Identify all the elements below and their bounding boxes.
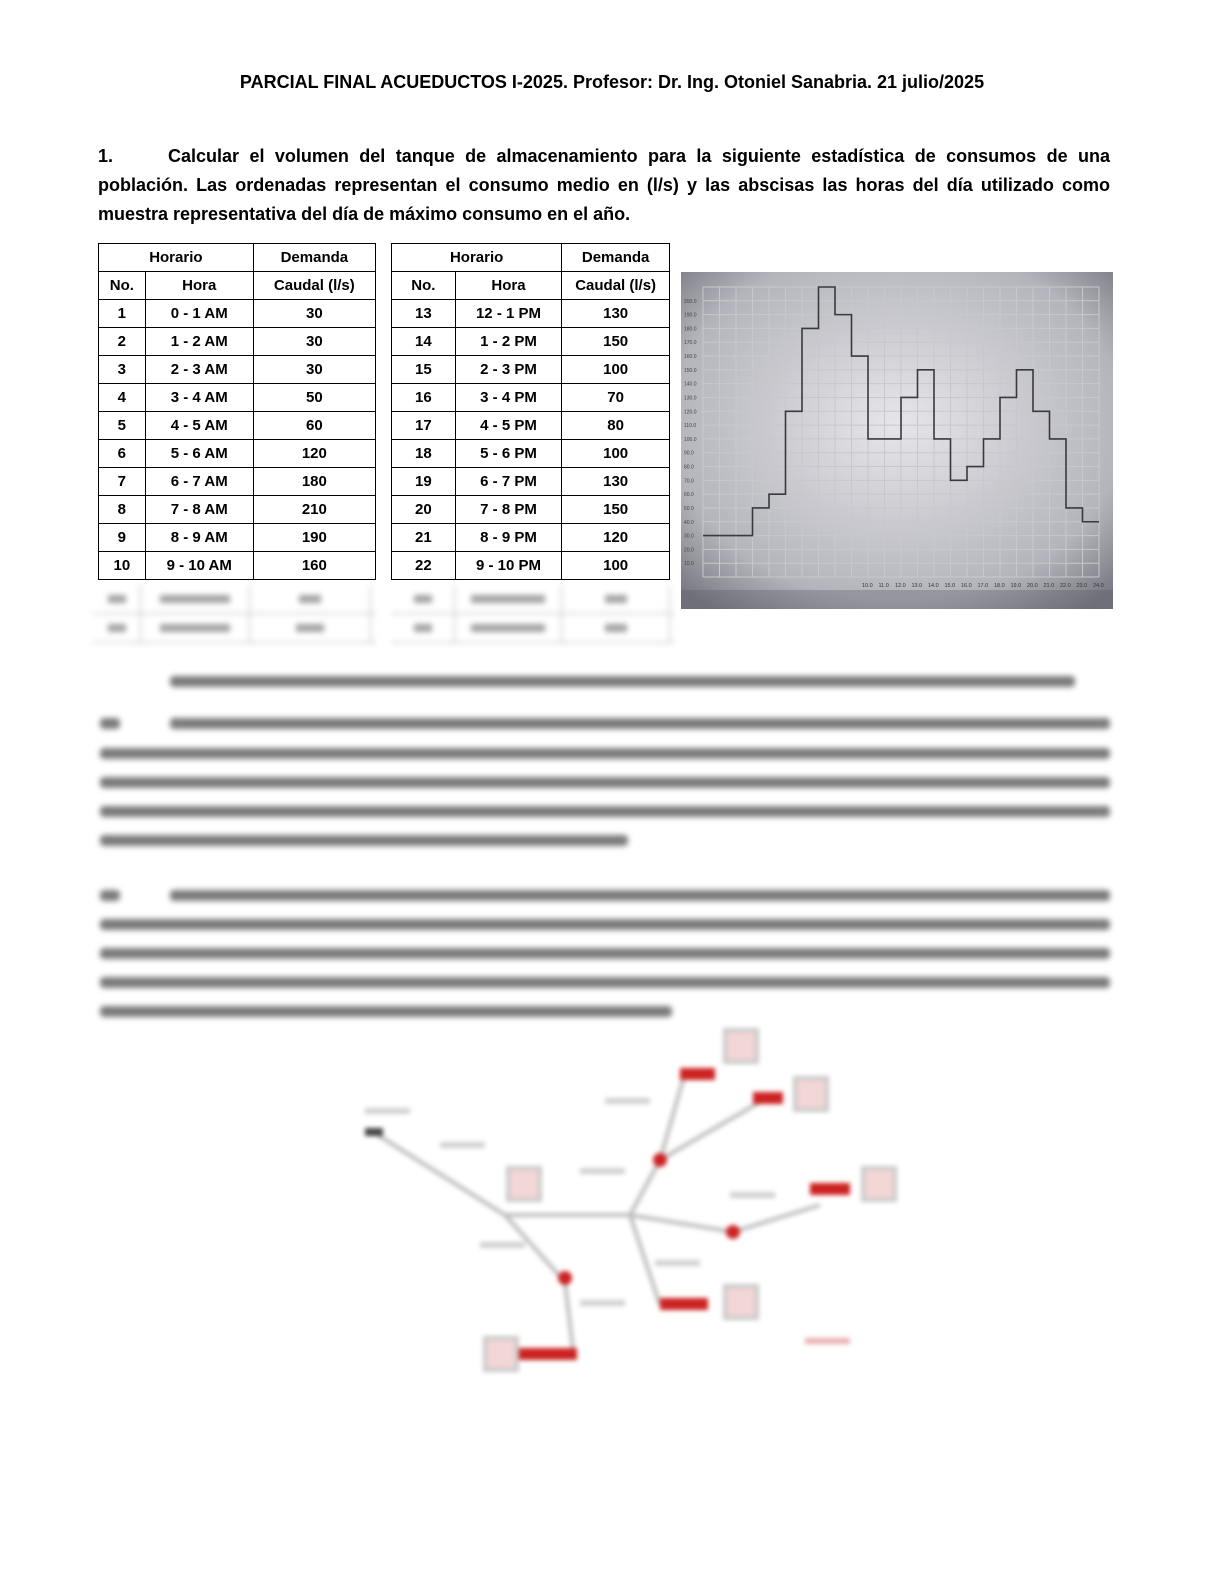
cell-caudal: 120 <box>562 524 670 552</box>
group-header-demanda: Demanda <box>562 244 670 272</box>
cell-no: 15 <box>392 356 456 384</box>
cell-hora: 7 - 8 AM <box>145 496 253 524</box>
cell-hora: 9 - 10 AM <box>145 552 253 580</box>
cell-no: 2 <box>99 328 146 356</box>
cell-no: 7 <box>99 468 146 496</box>
y-tick-label: 10.0 <box>684 561 694 568</box>
cell-no: 22 <box>392 552 456 580</box>
cell-no: 20 <box>392 496 456 524</box>
x-tick-label: 14.0 <box>928 583 939 589</box>
table-row <box>392 468 670 496</box>
blurred-network-diagram <box>355 1020 915 1400</box>
cell-hora: 2 - 3 AM <box>145 356 253 384</box>
column-header-caudal: Caudal (l/s) <box>562 272 670 300</box>
x-tick-label: 13.0 <box>911 583 923 589</box>
y-tick-label: 50.0 <box>684 505 694 512</box>
cell-caudal: 80 <box>562 412 670 440</box>
question-number: 1. <box>98 146 114 166</box>
x-tick-label: 20.0 <box>1027 583 1038 589</box>
cell-caudal: 150 <box>562 496 670 524</box>
x-tick-label: 17.0 <box>977 583 989 589</box>
table-row <box>99 440 376 468</box>
y-tick-label: 30.0 <box>684 533 694 540</box>
cell-no: 8 <box>99 496 146 524</box>
table-row <box>99 356 376 384</box>
x-tick-label: 12.0 <box>895 583 906 589</box>
cell-no: 10 <box>99 552 146 580</box>
y-tick-label: 130.0 <box>684 395 697 402</box>
x-tick-label: 15.0 <box>944 583 956 589</box>
cell-caudal: 30 <box>253 328 375 356</box>
cell-no: 13 <box>392 300 456 328</box>
cell-no: 9 <box>99 524 146 552</box>
cell-caudal: 30 <box>253 300 375 328</box>
table-row <box>392 440 670 468</box>
chart-bottom-shadow <box>681 590 1113 609</box>
cell-hora: 12 - 1 PM <box>455 300 562 328</box>
y-tick-label: 180.0 <box>684 326 697 333</box>
table-row <box>392 300 670 328</box>
cell-caudal: 120 <box>253 440 375 468</box>
table-row <box>99 328 376 356</box>
cell-hora: 5 - 6 PM <box>455 440 562 468</box>
cell-hora: 1 - 2 AM <box>145 328 253 356</box>
cell-no: 6 <box>99 440 146 468</box>
column-header-hora: Hora <box>145 272 253 300</box>
table-row <box>99 552 376 580</box>
demand-table-right <box>391 243 670 580</box>
question-text: Calcular el volumen del tanque de almacenamiento para la siguiente estadística de consumos de una población. Las ordenadas representan el consumo medio en (l/s) y las abscisas las horas del día utilizado como muestra representativa del día de máximo consumo en el año. <box>98 146 1110 224</box>
cell-hora: 7 - 8 PM <box>455 496 562 524</box>
table-row <box>392 384 670 412</box>
cell-no: 14 <box>392 328 456 356</box>
table-row <box>99 496 376 524</box>
x-tick-label: 24.0 <box>1093 583 1104 589</box>
y-tick-label: 160.0 <box>684 354 697 361</box>
column-header-hora: Hora <box>455 272 562 300</box>
column-header-no: No. <box>392 272 456 300</box>
cell-caudal: 210 <box>253 496 375 524</box>
cell-hora: 4 - 5 AM <box>145 412 253 440</box>
cell-caudal: 100 <box>562 356 670 384</box>
table-row <box>99 300 376 328</box>
y-tick-label: 90.0 <box>684 450 694 457</box>
cell-hora: 0 - 1 AM <box>145 300 253 328</box>
group-header-horario: Horario <box>392 244 562 272</box>
y-tick-label: 80.0 <box>684 464 694 471</box>
column-header-caudal: Caudal (l/s) <box>253 272 375 300</box>
cell-caudal: 190 <box>253 524 375 552</box>
cell-hora: 3 - 4 AM <box>145 384 253 412</box>
cell-hora: 8 - 9 AM <box>145 524 253 552</box>
table-row <box>99 384 376 412</box>
cell-hora: 3 - 4 PM <box>455 384 562 412</box>
y-tick-label: 150.0 <box>684 367 697 374</box>
x-tick-label: 16.0 <box>961 583 972 589</box>
cell-no: 4 <box>99 384 146 412</box>
cell-no: 5 <box>99 412 146 440</box>
x-tick-label: 23.0 <box>1076 583 1088 589</box>
cell-hora: 2 - 3 PM <box>455 356 562 384</box>
y-tick-label: 110.0 <box>684 423 697 430</box>
cell-hora: 5 - 6 AM <box>145 440 253 468</box>
cell-no: 18 <box>392 440 456 468</box>
table-row <box>392 552 670 580</box>
group-header-demanda: Demanda <box>253 244 375 272</box>
cell-no: 17 <box>392 412 456 440</box>
y-tick-label: 190.0 <box>684 312 697 319</box>
y-tick-label: 40.0 <box>684 519 694 526</box>
blurred-table-rows-left <box>93 585 376 643</box>
cell-caudal: 60 <box>253 412 375 440</box>
cell-caudal: 50 <box>253 384 375 412</box>
x-tick-label: 22.0 <box>1060 583 1071 589</box>
table-row <box>99 524 376 552</box>
y-tick-label: 70.0 <box>684 478 694 485</box>
cell-caudal: 180 <box>253 468 375 496</box>
table-row <box>392 412 670 440</box>
cell-caudal: 100 <box>562 552 670 580</box>
consumption-chart-photo <box>681 272 1113 609</box>
cell-caudal: 30 <box>253 356 375 384</box>
cell-caudal: 160 <box>253 552 375 580</box>
table-row <box>392 328 670 356</box>
y-tick-label: 200.0 <box>684 298 697 305</box>
cell-hora: 6 - 7 PM <box>455 468 562 496</box>
chart-background <box>681 272 1113 609</box>
cell-hora: 4 - 5 PM <box>455 412 562 440</box>
y-tick-label: 120.0 <box>684 409 697 416</box>
cell-hora: 8 - 9 PM <box>455 524 562 552</box>
blurred-table-rows-right <box>391 585 674 643</box>
x-tick-label: 11.0 <box>878 583 889 589</box>
column-header-no: No. <box>99 272 146 300</box>
cell-no: 1 <box>99 300 146 328</box>
chart-x-ticks <box>862 583 1104 589</box>
demand-table-left <box>98 243 376 580</box>
cell-no: 19 <box>392 468 456 496</box>
y-tick-label: 100.0 <box>684 436 697 443</box>
cell-caudal: 70 <box>562 384 670 412</box>
cell-no: 16 <box>392 384 456 412</box>
table-row <box>392 524 670 552</box>
group-header-horario: Horario <box>99 244 254 272</box>
table-row <box>99 412 376 440</box>
table-row <box>392 496 670 524</box>
cell-hora: 9 - 10 PM <box>455 552 562 580</box>
y-tick-label: 170.0 <box>684 340 697 347</box>
x-tick-label: 10.0 <box>862 583 873 589</box>
table-row <box>99 468 376 496</box>
x-tick-label: 21.0 <box>1043 583 1055 589</box>
y-tick-label: 60.0 <box>684 492 694 499</box>
table-row <box>392 356 670 384</box>
cell-no: 3 <box>99 356 146 384</box>
x-tick-label: 18.0 <box>994 583 1005 589</box>
y-tick-label: 140.0 <box>684 381 697 388</box>
cell-caudal: 130 <box>562 300 670 328</box>
cell-hora: 1 - 2 PM <box>455 328 562 356</box>
cell-no: 21 <box>392 524 456 552</box>
page-title: PARCIAL FINAL ACUEDUCTOS I-2025. Profesor: Dr. Ing. Otoniel Sanabria. 21 julio/2025 <box>239 72 985 92</box>
question-1 <box>98 142 1110 229</box>
cell-caudal: 100 <box>562 440 670 468</box>
cell-caudal: 150 <box>562 328 670 356</box>
cell-hora: 6 - 7 AM <box>145 468 253 496</box>
x-tick-label: 19.0 <box>1010 583 1022 589</box>
y-tick-label: 20.0 <box>684 547 694 554</box>
cell-caudal: 130 <box>562 468 670 496</box>
